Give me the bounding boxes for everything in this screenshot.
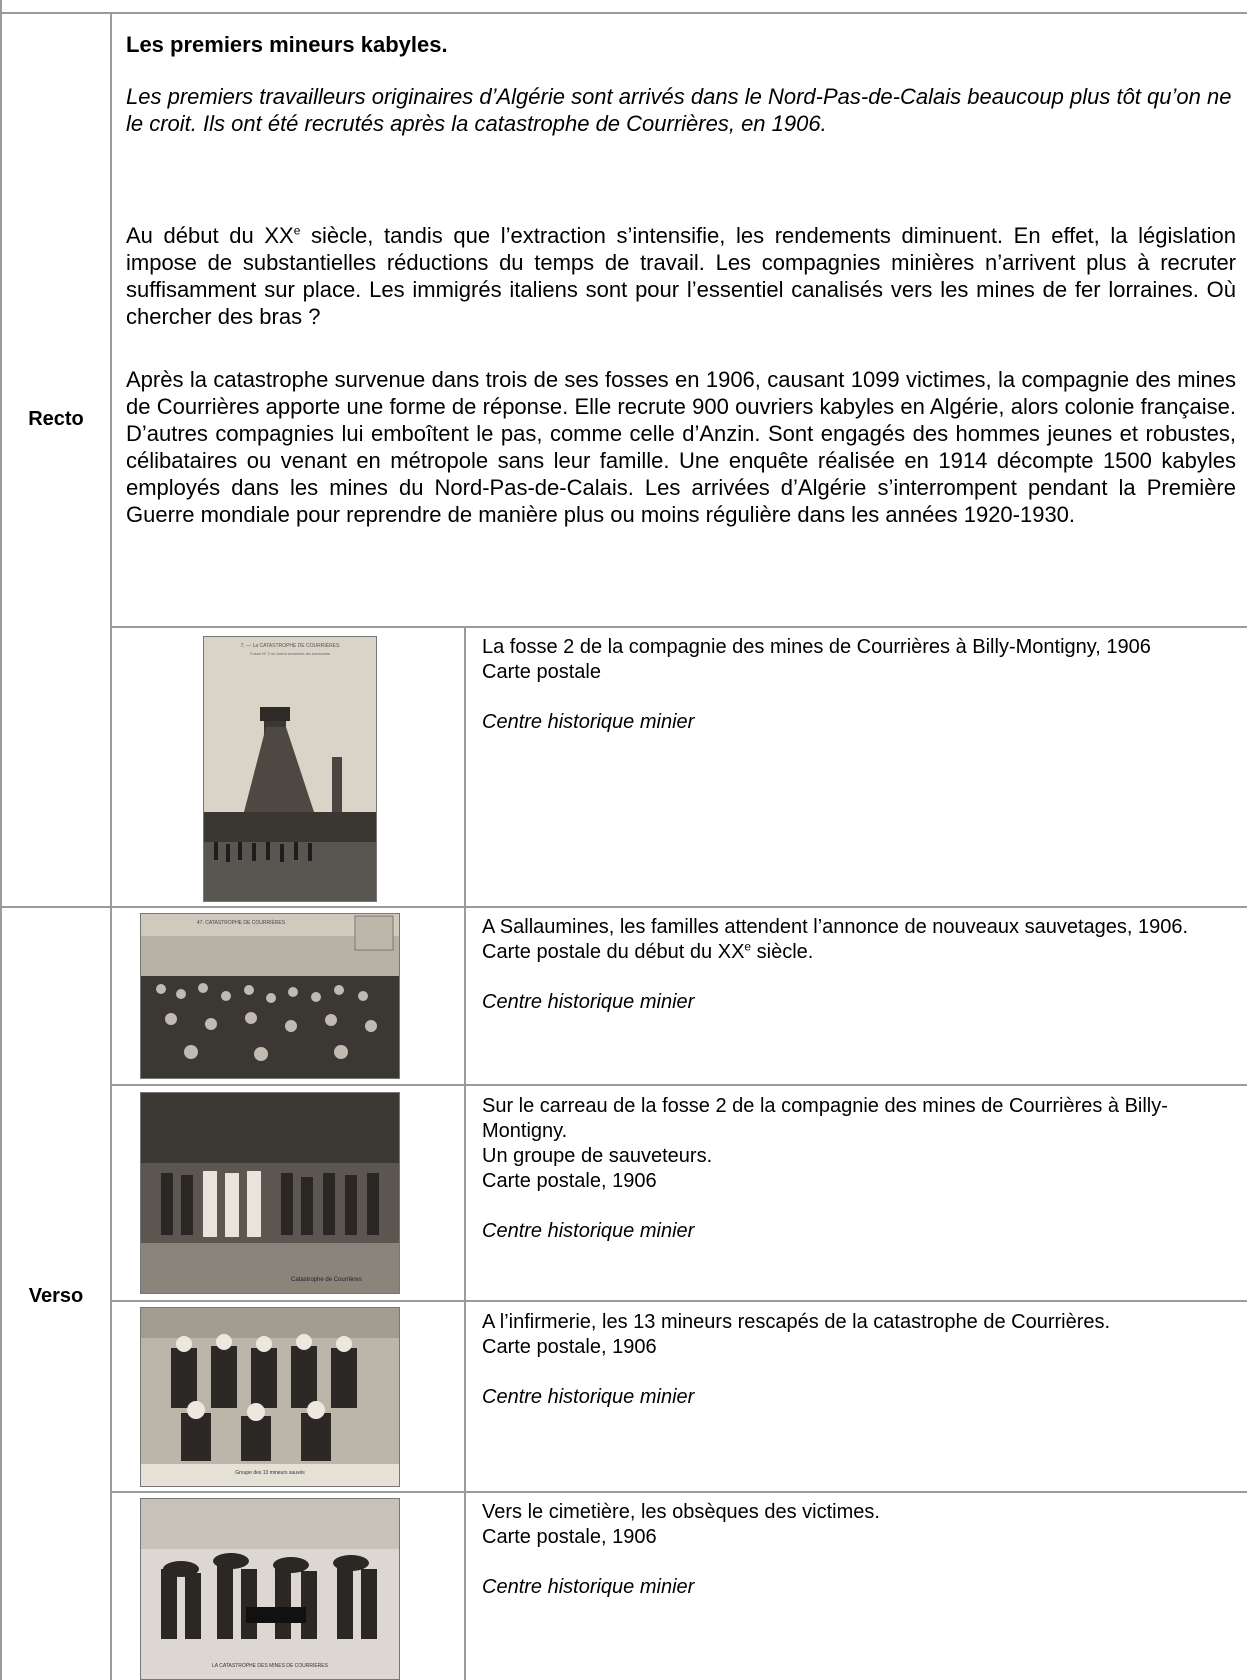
caption-line-1: A Sallaumines, les familles attendent l’annonce de nouveaux sauvetages, 1906. [482, 916, 1189, 938]
recto-verso-rule [0, 906, 1247, 908]
postcard-caption: Groupe des 13 mineurs sauvés [235, 1470, 305, 1476]
table-border-left [0, 0, 2, 1680]
caption-source: Centre historique minier [482, 1220, 695, 1242]
caption-source: Centre historique minier [482, 991, 695, 1013]
caption-line-2: Carte postale, 1906 [482, 1336, 657, 1358]
postcard-caption: 47. CATASTROPHE DE COURRIÈRES [196, 920, 286, 926]
postcard-survivors-image [140, 1307, 400, 1487]
article-paragraph-2: Après la catastrophe survenue dans trois de ses fosses en 1906, causant 1099 victimes, la compagnie des mines de Courrières apporte une forme de réponse. Elle recrute 900 ouvriers kabyles en Algérie, alors colonie française. D’autres compagnies lui emboîtent le pas, comme celle d’Anzin. Sont engagés des hommes jeunes et robustes, célibataires ou venant en métropole sans leur famille. Une enquête réalisée en 1914 décompte 1500 kabyles employés dans les mines du Nord-Pas-de-Calais. Les arrivées d’Algérie s’interrompent pendant la Première Guerre mondiale pour reprendre de manière plus ou moins régulière dans les années 1920-1930. [126, 367, 1236, 527]
caption-line-2: Carte postale du début du XXe siècle. [482, 939, 814, 963]
postcard-sallaumines-image [140, 913, 400, 1079]
funeral-illustration [141, 1499, 399, 1679]
figure-divider-recto [464, 626, 466, 908]
caption-source: Centre historique minier [482, 711, 695, 733]
verso-row-rule-2 [110, 1300, 1247, 1302]
postcard-caption: LA CATASTROPHE DES MINES DE COURRIÈRES [212, 1663, 328, 1669]
recto-figure-caption [482, 635, 1242, 735]
headframe-illustration [204, 637, 376, 901]
caption-source: Centre historique minier [482, 1386, 695, 1408]
caption-line-2: Un groupe de sauveteurs. [482, 1145, 713, 1167]
caption-line-1: Sur le carreau de la fosse 2 de la compagnie des mines de Courrières à Billy-Montigny. [482, 1095, 1168, 1142]
verso-row-rule-1 [110, 1084, 1247, 1086]
caption-line-2: Carte postale, 1906 [482, 1526, 657, 1548]
recto-label: Recto [28, 408, 84, 430]
caption-line-1: La fosse 2 de la compagnie des mines de Courrières à Billy-Montigny, 1906 [482, 636, 1151, 658]
article-title: Les premiers mineurs kabyles. [126, 32, 448, 57]
verso-figure-3-caption [482, 1310, 1242, 1410]
verso-figure-1-caption [482, 915, 1242, 1015]
caption-source: Centre historique minier [482, 1576, 695, 1598]
crowd-illustration [141, 914, 399, 1078]
column-divider [110, 12, 112, 1680]
caption-line-1: A l’infirmerie, les 13 mineurs rescapés de la catastrophe de Courrières. [482, 1311, 1111, 1333]
recto-figure-top-rule [110, 626, 1247, 628]
rescuers-illustration [141, 1093, 399, 1293]
postcard-funeral-image [140, 1498, 400, 1680]
article-paragraph-1: Au début du XXe siècle, tandis que l’extraction s’intensifie, les rendements diminuent. En effet, la législation impose de substantielles réductions du temps de travail. Les compagnies minières n’arrivent plus à recruter suffisamment sur place. Les immigrés italiens sont pour l’essentiel canalisés vers les mines de fer lorraines. Où chercher des bras ? [126, 223, 1236, 329]
survivors-illustration [141, 1308, 399, 1486]
postcard-caption: 7. — La CATASTROPHE DE COURRIÈRES [240, 643, 340, 649]
postcard-fosse-2-image [203, 636, 377, 902]
postcard-rescuers-image [140, 1092, 400, 1294]
postcard-subcaption: Fosse N° 2 où furent remontés les survivants [250, 651, 330, 656]
verso-row-rule-3 [110, 1491, 1247, 1493]
caption-line-2: Carte postale [482, 661, 601, 683]
postcard-caption: Catastrophe de Courrières [291, 1277, 362, 1283]
figure-divider-verso [464, 906, 466, 1680]
caption-line-3: Carte postale, 1906 [482, 1170, 657, 1192]
article-intro: Les premiers travailleurs originaires d’Algérie sont arrivés dans le Nord-Pas-de-Calais beaucoup plus tôt qu’on ne le croit. Ils ont été recrutés après la catastrophe de Courrières, en 1906. [126, 84, 1232, 136]
table-border-top [0, 12, 1247, 14]
verso-figure-2-caption [482, 1094, 1242, 1244]
caption-line-1: Vers le cimetière, les obsèques des victimes. [482, 1501, 880, 1523]
verso-figure-4-caption [482, 1500, 1242, 1600]
verso-label: Verso [28, 1285, 84, 1307]
